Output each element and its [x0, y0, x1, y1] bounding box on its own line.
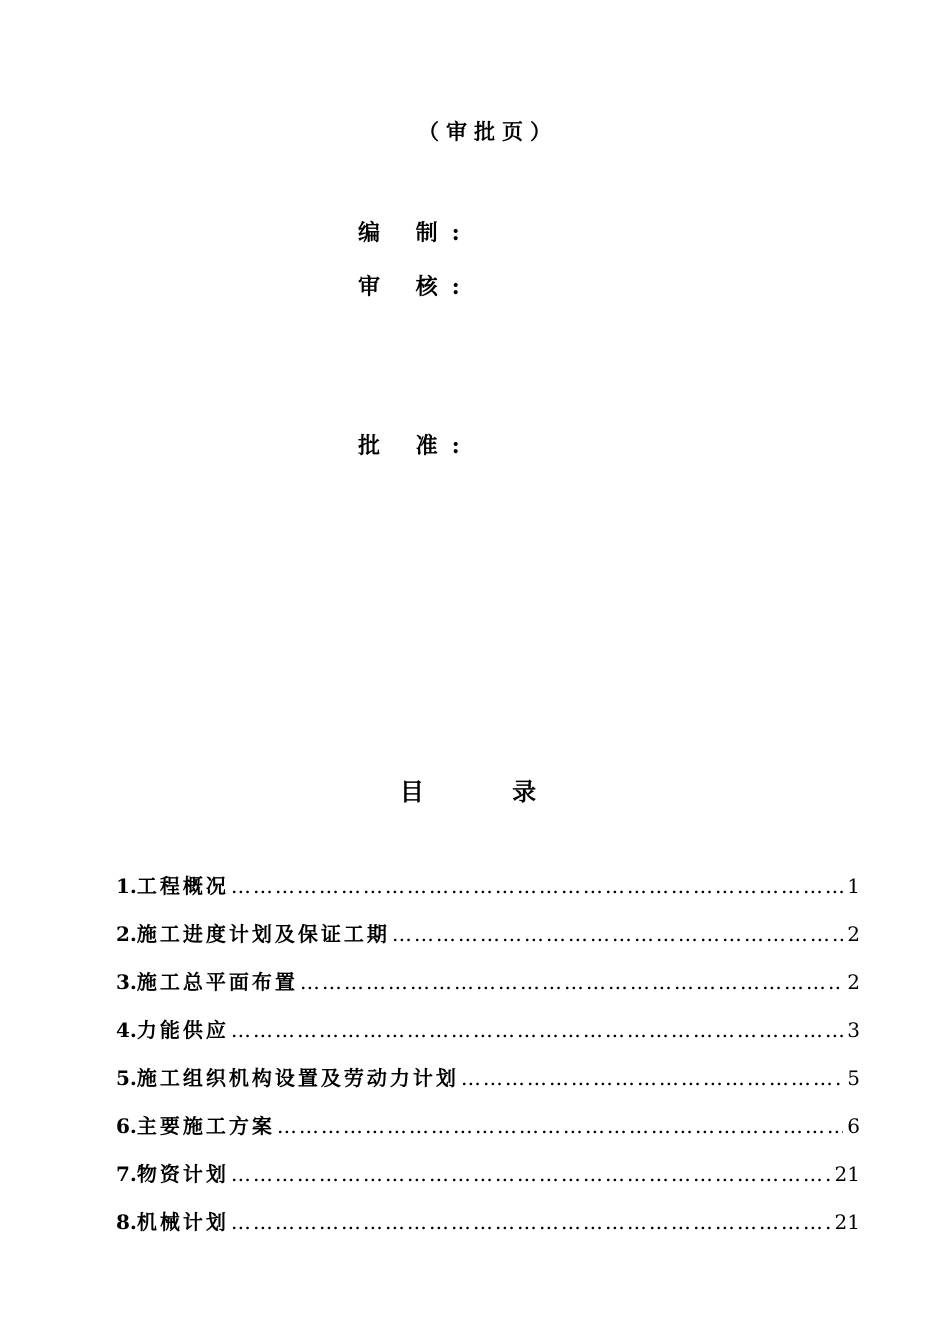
toc-item[interactable] [116, 1110, 860, 1158]
toc-item-title: 施工总平面布置 [136, 970, 298, 994]
toc-item-title: 力能供应 [136, 1018, 229, 1042]
toc-dot-leader [392, 922, 843, 946]
toc-item-number: 2. [116, 922, 137, 946]
toc-item[interactable] [116, 918, 860, 966]
toc-item[interactable] [116, 1206, 860, 1254]
toc-item-title: 施工进度计划及保证工期 [136, 922, 390, 946]
toc-dot-leader [231, 874, 843, 898]
toc-title: 目 录 [399, 777, 577, 806]
toc-item-page: 6 [847, 1114, 860, 1138]
toc-dot-leader [231, 1210, 831, 1234]
toc-dot-leader [231, 1018, 843, 1042]
toc-item-page: 21 [834, 1162, 860, 1186]
toc-item-page: 3 [847, 1018, 860, 1042]
toc-list [116, 870, 860, 1254]
toc-item-title: 主要施工方案 [136, 1114, 275, 1138]
toc-item-number: 7. [116, 1162, 137, 1186]
toc-item-page: 21 [834, 1210, 860, 1234]
toc-item-title: 施工组织机构设置及劳动力计划 [136, 1066, 459, 1090]
toc-dot-leader [300, 970, 843, 994]
toc-item-page: 2 [847, 922, 860, 946]
compile-label: 编 制: [358, 220, 474, 246]
toc-dot-leader [231, 1162, 831, 1186]
toc-item[interactable] [116, 1014, 860, 1062]
toc-item[interactable] [116, 870, 860, 918]
toc-dot-leader [277, 1114, 843, 1138]
toc-item-number: 4. [116, 1018, 137, 1042]
toc-item[interactable] [116, 1158, 860, 1206]
toc-item[interactable] [116, 966, 860, 1014]
toc-item-number: 5. [116, 1066, 137, 1090]
toc-item-number: 3. [116, 970, 137, 994]
toc-item-page: 2 [847, 970, 860, 994]
toc-item-page: 5 [847, 1066, 860, 1090]
toc-dot-leader [461, 1066, 843, 1090]
toc-item-number: 6. [116, 1114, 137, 1138]
toc-item[interactable] [116, 1062, 860, 1110]
toc-item-page: 1 [847, 874, 860, 898]
toc-item-number: 1. [116, 874, 137, 898]
toc-item-number: 8. [116, 1210, 137, 1234]
toc-item-title: 物资计划 [136, 1162, 229, 1186]
toc-item-title: 工程概况 [136, 874, 229, 898]
approve-label: 批 准: [358, 433, 474, 459]
approval-page-title: （审批页） [418, 119, 558, 144]
review-label: 审 核: [358, 274, 474, 300]
toc-item-title: 机械计划 [136, 1210, 229, 1234]
